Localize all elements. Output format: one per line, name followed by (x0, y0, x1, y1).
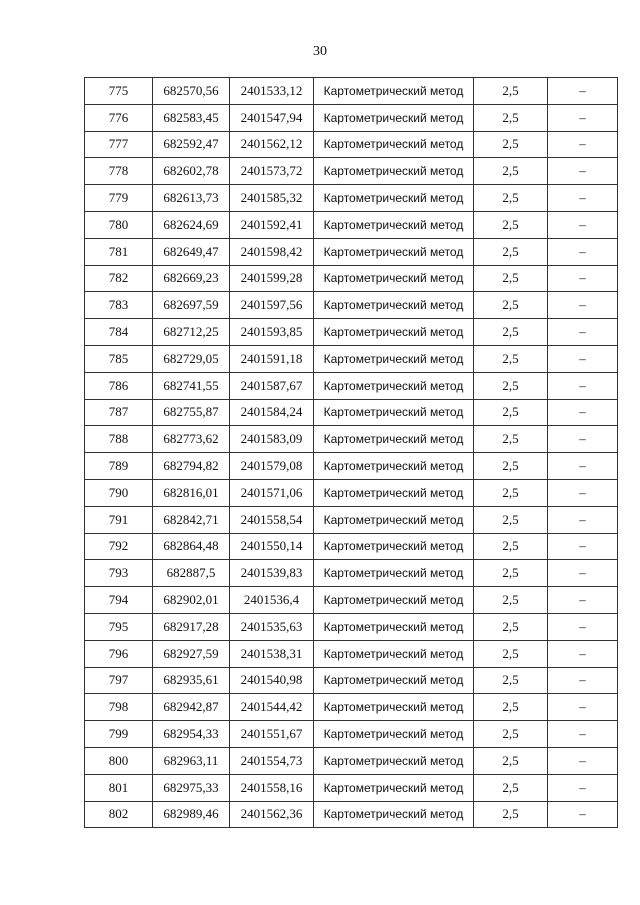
y-coordinate-cell: 2401583,09 (230, 426, 314, 453)
point-number-cell: 797 (85, 667, 153, 694)
y-coordinate-cell: 2401550,14 (230, 533, 314, 560)
accuracy-cell: 2,5 (474, 185, 548, 212)
table-row (85, 238, 618, 265)
point-number-cell: 791 (85, 506, 153, 533)
point-number-cell: 789 (85, 453, 153, 480)
point-number-cell: 800 (85, 747, 153, 774)
accuracy-cell: 2,5 (474, 372, 548, 399)
x-coordinate-cell: 682583,45 (153, 104, 230, 131)
y-coordinate-cell: 2401597,56 (230, 292, 314, 319)
table-row (85, 667, 618, 694)
x-coordinate-cell: 682669,23 (153, 265, 230, 292)
note-cell: – (548, 479, 618, 506)
accuracy-cell: 2,5 (474, 560, 548, 587)
y-coordinate-cell: 2401551,67 (230, 721, 314, 748)
method-cell: Картометрический метод (314, 587, 474, 614)
table-row (85, 345, 618, 372)
method-cell: Картометрический метод (314, 372, 474, 399)
table-row (85, 185, 618, 212)
method-cell: Картометрический метод (314, 238, 474, 265)
note-cell: – (548, 587, 618, 614)
note-cell: – (548, 292, 618, 319)
table-row (85, 426, 618, 453)
point-number-cell: 786 (85, 372, 153, 399)
x-coordinate-cell: 682927,59 (153, 640, 230, 667)
note-cell: – (548, 104, 618, 131)
y-coordinate-cell: 2401538,31 (230, 640, 314, 667)
x-coordinate-cell: 682755,87 (153, 399, 230, 426)
point-number-cell: 795 (85, 613, 153, 640)
method-cell: Картометрический метод (314, 345, 474, 372)
x-coordinate-cell: 682887,5 (153, 560, 230, 587)
table-row (85, 319, 618, 346)
note-cell: – (548, 238, 618, 265)
method-cell: Картометрический метод (314, 265, 474, 292)
y-coordinate-cell: 2401592,41 (230, 211, 314, 238)
point-number-cell: 792 (85, 533, 153, 560)
accuracy-cell: 2,5 (474, 747, 548, 774)
x-coordinate-cell: 682729,05 (153, 345, 230, 372)
y-coordinate-cell: 2401536,4 (230, 587, 314, 614)
method-cell: Картометрический метод (314, 399, 474, 426)
y-coordinate-cell: 2401554,73 (230, 747, 314, 774)
table-row (85, 399, 618, 426)
x-coordinate-cell: 682613,73 (153, 185, 230, 212)
method-cell: Картометрический метод (314, 640, 474, 667)
table-row (85, 158, 618, 185)
x-coordinate-cell: 682741,55 (153, 372, 230, 399)
y-coordinate-cell: 2401579,08 (230, 453, 314, 480)
x-coordinate-cell: 682649,47 (153, 238, 230, 265)
accuracy-cell: 2,5 (474, 453, 548, 480)
table-row (85, 640, 618, 667)
point-number-cell: 787 (85, 399, 153, 426)
table-row (85, 292, 618, 319)
method-cell: Картометрический метод (314, 479, 474, 506)
note-cell: – (548, 801, 618, 828)
x-coordinate-cell: 682902,01 (153, 587, 230, 614)
y-coordinate-cell: 2401562,12 (230, 131, 314, 158)
x-coordinate-cell: 682712,25 (153, 319, 230, 346)
method-cell: Картометрический метод (314, 533, 474, 560)
point-number-cell: 788 (85, 426, 153, 453)
coordinates-table (84, 77, 618, 828)
point-number-cell: 785 (85, 345, 153, 372)
x-coordinate-cell: 682602,78 (153, 158, 230, 185)
note-cell: – (548, 774, 618, 801)
accuracy-cell: 2,5 (474, 104, 548, 131)
table-row (85, 453, 618, 480)
accuracy-cell: 2,5 (474, 479, 548, 506)
note-cell: – (548, 640, 618, 667)
method-cell: Картометрический метод (314, 774, 474, 801)
method-cell: Картометрический метод (314, 426, 474, 453)
point-number-cell: 790 (85, 479, 153, 506)
y-coordinate-cell: 2401544,42 (230, 694, 314, 721)
y-coordinate-cell: 2401598,42 (230, 238, 314, 265)
method-cell: Картометрический метод (314, 292, 474, 319)
x-coordinate-cell: 682697,59 (153, 292, 230, 319)
note-cell: – (548, 399, 618, 426)
table-row (85, 774, 618, 801)
point-number-cell: 802 (85, 801, 153, 828)
table-row (85, 721, 618, 748)
accuracy-cell: 2,5 (474, 158, 548, 185)
method-cell: Картометрический метод (314, 801, 474, 828)
note-cell: – (548, 453, 618, 480)
accuracy-cell: 2,5 (474, 587, 548, 614)
y-coordinate-cell: 2401571,06 (230, 479, 314, 506)
x-coordinate-cell: 682816,01 (153, 479, 230, 506)
table-row (85, 506, 618, 533)
note-cell: – (548, 560, 618, 587)
method-cell: Картометрический метод (314, 506, 474, 533)
note-cell: – (548, 265, 618, 292)
note-cell: – (548, 506, 618, 533)
table-row (85, 560, 618, 587)
y-coordinate-cell: 2401587,67 (230, 372, 314, 399)
y-coordinate-cell: 2401599,28 (230, 265, 314, 292)
note-cell: – (548, 721, 618, 748)
accuracy-cell: 2,5 (474, 533, 548, 560)
point-number-cell: 776 (85, 104, 153, 131)
y-coordinate-cell: 2401584,24 (230, 399, 314, 426)
accuracy-cell: 2,5 (474, 721, 548, 748)
y-coordinate-cell: 2401573,72 (230, 158, 314, 185)
method-cell: Картометрический метод (314, 560, 474, 587)
y-coordinate-cell: 2401547,94 (230, 104, 314, 131)
note-cell: – (548, 613, 618, 640)
point-number-cell: 783 (85, 292, 153, 319)
point-number-cell: 779 (85, 185, 153, 212)
point-number-cell: 801 (85, 774, 153, 801)
y-coordinate-cell: 2401533,12 (230, 78, 314, 105)
accuracy-cell: 2,5 (474, 613, 548, 640)
accuracy-cell: 2,5 (474, 667, 548, 694)
table-row (85, 479, 618, 506)
point-number-cell: 796 (85, 640, 153, 667)
accuracy-cell: 2,5 (474, 292, 548, 319)
method-cell: Картометрический метод (314, 158, 474, 185)
y-coordinate-cell: 2401591,18 (230, 345, 314, 372)
point-number-cell: 799 (85, 721, 153, 748)
table-row (85, 747, 618, 774)
accuracy-cell: 2,5 (474, 238, 548, 265)
method-cell: Картометрический метод (314, 185, 474, 212)
point-number-cell: 777 (85, 131, 153, 158)
method-cell: Картометрический метод (314, 211, 474, 238)
y-coordinate-cell: 2401540,98 (230, 667, 314, 694)
note-cell: – (548, 185, 618, 212)
method-cell: Картометрический метод (314, 319, 474, 346)
note-cell: – (548, 319, 618, 346)
table-row (85, 131, 618, 158)
x-coordinate-cell: 682917,28 (153, 613, 230, 640)
point-number-cell: 784 (85, 319, 153, 346)
table-row (85, 613, 618, 640)
table-row (85, 211, 618, 238)
point-number-cell: 798 (85, 694, 153, 721)
method-cell: Картометрический метод (314, 131, 474, 158)
point-number-cell: 794 (85, 587, 153, 614)
accuracy-cell: 2,5 (474, 265, 548, 292)
table-row (85, 587, 618, 614)
method-cell: Картометрический метод (314, 694, 474, 721)
method-cell: Картометрический метод (314, 78, 474, 105)
note-cell: – (548, 694, 618, 721)
x-coordinate-cell: 682773,62 (153, 426, 230, 453)
accuracy-cell: 2,5 (474, 774, 548, 801)
accuracy-cell: 2,5 (474, 640, 548, 667)
page-number: 30 (313, 44, 327, 59)
note-cell: – (548, 372, 618, 399)
accuracy-cell: 2,5 (474, 211, 548, 238)
note-cell: – (548, 158, 618, 185)
accuracy-cell: 2,5 (474, 78, 548, 105)
method-cell: Картометрический метод (314, 721, 474, 748)
y-coordinate-cell: 2401539,83 (230, 560, 314, 587)
accuracy-cell: 2,5 (474, 399, 548, 426)
note-cell: – (548, 211, 618, 238)
accuracy-cell: 2,5 (474, 506, 548, 533)
y-coordinate-cell: 2401593,85 (230, 319, 314, 346)
coordinates-table-body (85, 78, 618, 828)
accuracy-cell: 2,5 (474, 801, 548, 828)
note-cell: – (548, 345, 618, 372)
x-coordinate-cell: 682954,33 (153, 721, 230, 748)
note-cell: – (548, 131, 618, 158)
table-row (85, 694, 618, 721)
point-number-cell: 780 (85, 211, 153, 238)
note-cell: – (548, 667, 618, 694)
table-row (85, 372, 618, 399)
y-coordinate-cell: 2401558,16 (230, 774, 314, 801)
x-coordinate-cell: 682864,48 (153, 533, 230, 560)
x-coordinate-cell: 682794,82 (153, 453, 230, 480)
table-row (85, 78, 618, 105)
y-coordinate-cell: 2401535,63 (230, 613, 314, 640)
table-row (85, 265, 618, 292)
table-row (85, 533, 618, 560)
table-row (85, 104, 618, 131)
point-number-cell: 775 (85, 78, 153, 105)
x-coordinate-cell: 682989,46 (153, 801, 230, 828)
method-cell: Картометрический метод (314, 613, 474, 640)
x-coordinate-cell: 682570,56 (153, 78, 230, 105)
accuracy-cell: 2,5 (474, 319, 548, 346)
note-cell: – (548, 747, 618, 774)
accuracy-cell: 2,5 (474, 345, 548, 372)
y-coordinate-cell: 2401562,36 (230, 801, 314, 828)
point-number-cell: 781 (85, 238, 153, 265)
method-cell: Картометрический метод (314, 104, 474, 131)
accuracy-cell: 2,5 (474, 426, 548, 453)
y-coordinate-cell: 2401558,54 (230, 506, 314, 533)
y-coordinate-cell: 2401585,32 (230, 185, 314, 212)
x-coordinate-cell: 682592,47 (153, 131, 230, 158)
x-coordinate-cell: 682963,11 (153, 747, 230, 774)
x-coordinate-cell: 682975,33 (153, 774, 230, 801)
accuracy-cell: 2,5 (474, 131, 548, 158)
point-number-cell: 793 (85, 560, 153, 587)
point-number-cell: 782 (85, 265, 153, 292)
x-coordinate-cell: 682624,69 (153, 211, 230, 238)
note-cell: – (548, 426, 618, 453)
accuracy-cell: 2,5 (474, 694, 548, 721)
method-cell: Картометрический метод (314, 667, 474, 694)
note-cell: – (548, 78, 618, 105)
point-number-cell: 778 (85, 158, 153, 185)
x-coordinate-cell: 682935,61 (153, 667, 230, 694)
method-cell: Картометрический метод (314, 453, 474, 480)
method-cell: Картометрический метод (314, 747, 474, 774)
table-row (85, 801, 618, 828)
x-coordinate-cell: 682842,71 (153, 506, 230, 533)
x-coordinate-cell: 682942,87 (153, 694, 230, 721)
note-cell: – (548, 533, 618, 560)
